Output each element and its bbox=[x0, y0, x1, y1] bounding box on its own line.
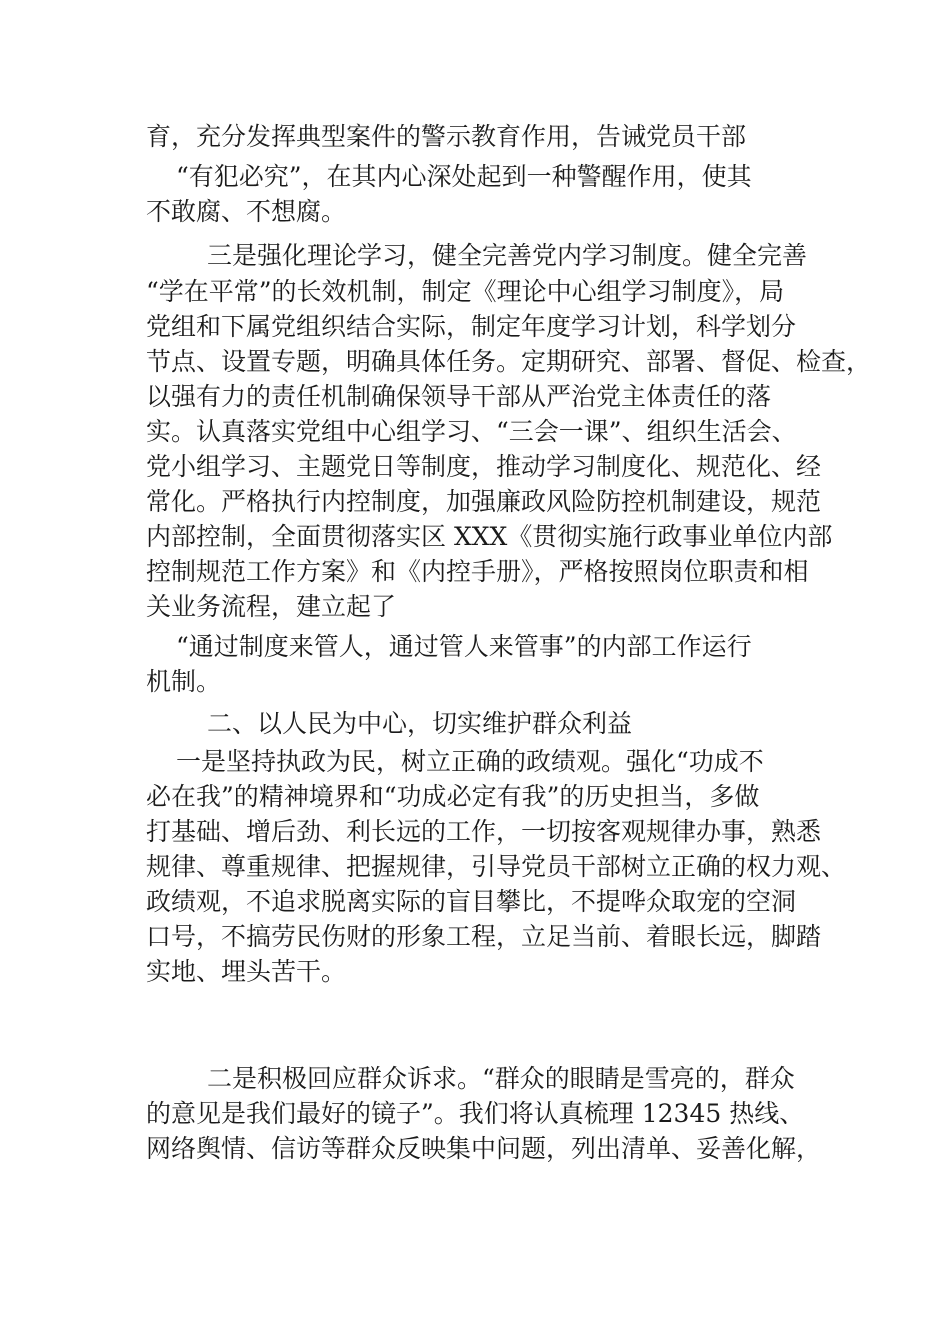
text-line: 实。认真落实党组中心组学习、“三会一课”、组织生活会、 bbox=[146, 417, 797, 446]
text-line: 的意见是我们最好的镜子”。我们将认真梳理 12345 热线、 bbox=[146, 1099, 805, 1128]
text-line: 育，充分发挥典型案件的警示教育作用，告诫党员干部 bbox=[146, 122, 747, 151]
text-line: 政绩观，不追求脱离实际的盲目攀比，不提哗众取宠的空洞 bbox=[146, 887, 797, 916]
section-heading: 二、以人民为中心，切实维护群众利益 bbox=[207, 709, 633, 738]
text-line: 实地、埋头苦干。 bbox=[146, 957, 347, 986]
text-line: 打基础、增后劲、利长远的工作，一切按客观规律办事，熟悉 bbox=[146, 817, 822, 846]
text-line: 节点、设置专题，明确具体任务。定期研究、部署、督促、检查， bbox=[146, 347, 872, 376]
text-line: 控制规范工作方案》和《内控手册》，严格按照岗位职责和相 bbox=[146, 557, 809, 586]
text-line: 常化。严格执行内控制度，加强廉政风险防控机制建设，规范 bbox=[146, 487, 822, 516]
text-line: 规律、尊重规律、把握规律，引导党员干部树立正确的权力观、 bbox=[146, 852, 847, 881]
text-line: 必在我”的精神境界和“功成必定有我”的历史担当，多做 bbox=[146, 782, 760, 811]
text-line: 一是坚持执政为民，树立正确的政绩观。强化“功成不 bbox=[176, 747, 764, 776]
text-line: “通过制度来管人，通过管人来管事”的内部工作运行 bbox=[176, 632, 752, 661]
text-line: 口号，不搞劳民伤财的形象工程，立足当前、着眼长远，脚踏 bbox=[146, 922, 822, 951]
text-line: 三是强化理论学习，健全完善党内学习制度。健全完善 bbox=[207, 241, 808, 270]
text-line: 不敢腐、不想腐。 bbox=[146, 197, 347, 226]
text-line: 以强有力的责任机制确保领导干部从严治党主体责任的落 bbox=[146, 382, 772, 411]
text-line: 关业务流程，建立起了 bbox=[146, 592, 397, 621]
text-line: “有犯必究”，在其内心深处起到一种警醒作用，使其 bbox=[176, 162, 752, 191]
text-line: 网络舆情、信访等群众反映集中问题，列出清单、妥善化解， bbox=[146, 1134, 822, 1163]
text-line: 内部控制，全面贯彻落实区 XXX《贯彻实施行政事业单位内部 bbox=[146, 522, 833, 551]
text-line: 机制。 bbox=[146, 667, 222, 696]
text-line: 党小组学习、主题党日等制度，推动学习制度化、规范化、经 bbox=[146, 452, 822, 481]
text-line: 二是积极回应群众诉求。“群众的眼睛是雪亮的，群众 bbox=[207, 1064, 795, 1093]
text-line: “学在平常”的长效机制，制定《理论中心组学习制度》，局 bbox=[146, 277, 785, 306]
text-line: 党组和下属党组织结合实际，制定年度学习计划，科学划分 bbox=[146, 312, 797, 341]
